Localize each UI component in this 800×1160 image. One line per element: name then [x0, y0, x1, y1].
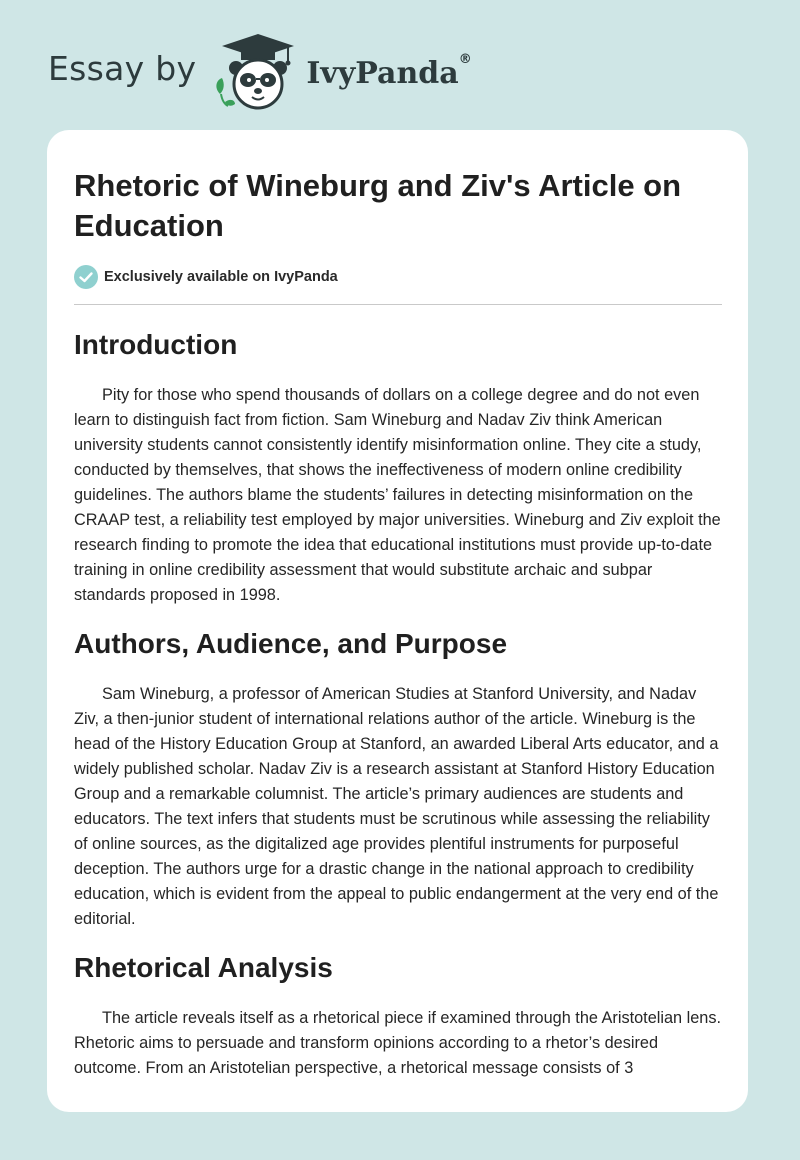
- exclusive-badge: [74, 264, 722, 290]
- title-divider: [74, 304, 722, 305]
- brand-name: [306, 51, 472, 91]
- exclusive-label: Exclusively available on IvyPanda: [104, 269, 338, 285]
- section-rhetorical-analysis: [74, 950, 722, 1081]
- section-heading: Authors, Audience, and Purpose: [74, 628, 508, 659]
- panda-graduate-logo-icon: [208, 28, 304, 114]
- brand-header: [48, 28, 472, 114]
- registered-mark: ®: [458, 51, 472, 67]
- section-paragraph: The article reveals itself as a rhetorical piece if examined through the Aristotelian lens. Rhetoric aims to persuade and transform opinions according to a rhetor’s desired outcome. From an Aristotelian perspective, a rhetorical message consists of 3: [74, 1009, 722, 1077]
- section-paragraph: Sam Wineburg, a professor of American Studies at Stanford University, and Nadav Ziv, a then-junior student of international relations author of the article. Wineburg is the head of the History Education Group at Stanford, an awarded Liberal Arts educator, and a widely published scholar. Nadav Ziv is a research assistant at Stanford History Education Group and a remarkable columnist. The article’s primary audiences are students and educators. The text infers that students must be scrutinous while assessing the reliability of online sources, as the digitalized age provides plentiful instruments for purposeful deception. The authors urge for a drastic change in the national approach to credibility education, which is evident from the appeal to public endangerment at the very end of the editorial.: [74, 685, 719, 928]
- section-heading: Rhetorical Analysis: [74, 952, 333, 983]
- check-badge-icon: [74, 265, 98, 289]
- brand-prefix: Essay by: [48, 48, 197, 88]
- brand-name-text: IvyPanda: [306, 55, 459, 91]
- section-authors-audience-purpose: [74, 626, 722, 932]
- section-paragraph: Pity for those who spend thousands of dollars on a college degree and do not even learn to distinguish fact from fiction. Sam Wineburg and Nadav Ziv think American university students cannot consistently identify misinformation online. They cite a study, conducted by themselves, that shows the ineffectiveness of modern online credibility guidelines. The authors blame the students’ failures in detecting misinformation on the CRAAP test, a reliability test employed by major universities. Wineburg and Ziv exploit the research finding to promote the idea that educational institutions must provide up-to-date training in online credibility assessment that would substitute archaic and subpar standards proposed in 1998.: [74, 386, 721, 604]
- section-heading: Introduction: [74, 329, 238, 360]
- section-introduction: [74, 327, 722, 608]
- article-card: [47, 130, 748, 1112]
- article-title: Rhetoric of Wineburg and Ziv's Article on Education: [74, 168, 682, 243]
